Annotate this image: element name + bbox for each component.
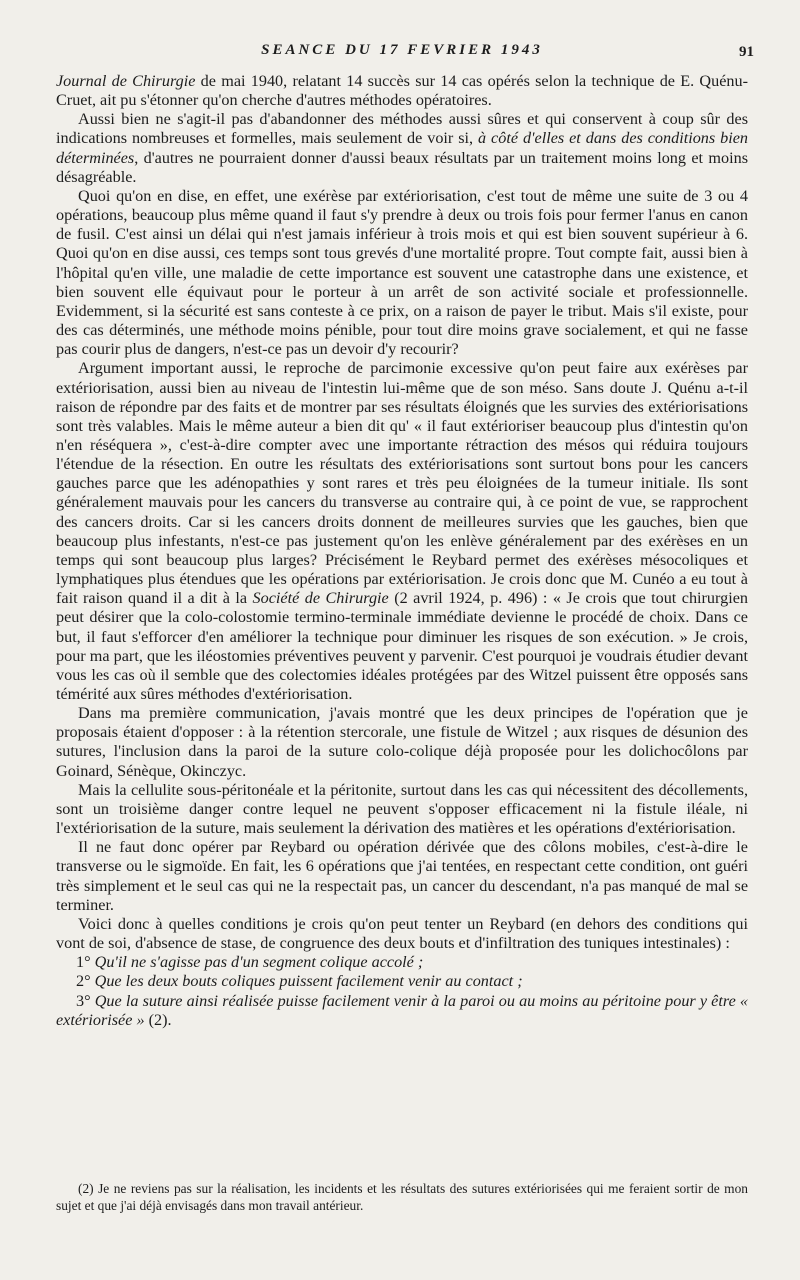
text-run: Dans ma première communication, j'avais montré que les deux principes de l'opération que je proposais étaient d'opposer : à la rétention stercorale, une fistule de Witzel ; aux risques de désunion des sutures, l'inclusion dans la paroi de la suture colo-colique déjà proposée pour les dolichocôlons par Goinard, Sénèque, Okinczyc.	[56, 704, 748, 780]
italic-text: Que la suture ainsi réalisée puisse facilement venir à la paroi ou au moins au péritoine pour y être « extériorisée »	[56, 991, 748, 1029]
paragraph	[56, 359, 748, 704]
text-run: 1°	[76, 953, 95, 972]
italic-text: à côté d'elles et dans des conditions bien déterminées	[56, 129, 748, 167]
text-run: Argument important aussi, le reproche de parcimonie excessive qu'on peut faire aux exérèses par extériorisation, aussi bien au niveau de l'intestin lui-même que de son méso. Sans doute J. Quénu a-t-il raison de répondre par des faits et de montrer par ses résultats éloignés que les survies des extériorisations sont très valables. Mais le même auteur a bien dit qu' « il faut extérioriser beaucoup plus d'intestin qu'on n'en réséquera », c'est-à-dire compter avec une importante rétraction des mésos qui réduira toujours l'étendue de la résection. En outre les résultats des extériorisations sont surtout bons pour les cancers gauches parce que les adénopathies y sont rares et très peu éloignées de la tumeur initiale. Ils sont généralement mauvais pour les cancers du transverse au contraire qui, à ce point de vue, se rapprochent des cancers droits. Car si les cancers droits donnent de meilleures survies que les gauches, bien que beaucoup plus infestants, n'est-ce pas justement qu'on les enlève généralement par des exérèses en un temps qui sont beaucoup plus larges? Précisément le Reybard permet des exérèses mésocoliques et lymphatiques plus étendues que les opérations par extériorisation. Je crois donc que M. Cunéo a eu tout à fait raison quand il a dit à la	[56, 359, 748, 608]
page	[56, 42, 754, 1030]
text-run: Il ne faut donc opérer par Reybard ou opération dérivée que des côlons mobiles, c'est-à-dire le transverse ou le sigmoïde. En fait, les 6 opérations que j'ai tentées, en respectant cette condition, ont guéri très simplement et le seul cas qui ne la respectait pas, un cancer du descendant, n'a pas manqué de mal se terminer.	[56, 838, 748, 914]
text-run: Quoi qu'on en dise, en effet, une exérèse par extériorisation, c'est tout de même une suite de 3 ou 4 opérations, beaucoup plus même quand il faut s'y prendre à deux ou trois fois pour fermer l'anus en canon de fusil. C'est ainsi un délai qui n'est jamais inférieur à trois mois et qui est bien souvent supérieur à 6. Quoi qu'on en dise aussi, ces temps sont tous grevés d'une mortalité propre. Tout compte fait, aussi bien à l'hôpital qu'en ville, une maladie de cette importance est souvent une catastrophe dans une existence, et bien souvent elle équivaut pour le porteur à un arrêt de son activité sociale et professionnelle. Evidemment, si la sécurité est sans conteste à ce prix, on a raison de payer le tribut. Mais s'il existe, pour des cas déterminés, une méthode moins pénible, pour tout dire moins grave socialement, et qui ne fasse pas courir plus de dangers, n'est-ce pas un devoir d'y recourir?	[56, 186, 748, 359]
paragraph	[56, 838, 748, 915]
list-item	[56, 992, 748, 1030]
paragraph	[56, 915, 748, 953]
text-run: , d'autres ne pourraient donner d'aussi beaux résultats par un traitement moins long et moins désagréable.	[56, 148, 748, 186]
text-run: Mais la cellulite sous-péritonéale et la péritonite, surtout dans les cas qui nécessitent des décollements, sont un troisième danger contre lequel ne peuvent s'opposer efficacement ni la fistule iléale, ni l'extériorisation de la suture, mais seulement la dérivation des matières et les opérations d'extériorisation.	[56, 780, 748, 838]
italic-text: Qu'il ne s'agisse pas d'un segment colique accolé ;	[94, 953, 424, 972]
italic-text: Que les deux bouts coliques puissent facilement venir au contact ;	[94, 972, 523, 991]
text-run: 2°	[76, 972, 95, 991]
text-run: (2 avril 1924, p. 496) : « Je crois que tout chirurgien peut désirer que la colo-colostomie termino-terminale immédiate devienne le procédé de choix. Dans ce but, il faut s'efforcer d'en améliorer la technique pour diminuer les risques de son exécution. » Je crois, pour ma part, que les iléostomies préventives peuvent y parvenir. C'est pourquoi je voudrais étudier devant vous les cas où il semble que des colectomies idéales protégées par des Witzel puissent être opposés sans témérité aux sûres méthodes d'extériorisation.	[56, 589, 748, 703]
text-run: Aussi bien ne s'agit-il pas d'abandonner des méthodes aussi sûres et qui conservent à coup sûr des indications nombreuses et formelles, mais seulement de voir si,	[56, 110, 748, 148]
italic-text: Société de Chirurgie	[252, 589, 389, 608]
paragraph	[56, 781, 748, 838]
text-run: Voici donc à quelles conditions je crois qu'on peut tenter un Reybard (en dehors des conditions qui vont de soi, d'absence de stase, de congruence des deux bouts et d'infiltration des tuniques intestinales) :	[56, 914, 748, 953]
article-body	[56, 72, 748, 1030]
text-run: de mai 1940, relatant 14 succès sur 14 cas opérés selon la technique de E. Quénu-Cruet, ait pu s'étonner qu'on cherche d'autres méthodes opératoires.	[56, 72, 748, 110]
list-item	[56, 972, 748, 991]
paragraph	[56, 72, 748, 110]
italic-text: Journal de Chirurgie	[56, 72, 196, 90]
running-header	[56, 42, 754, 72]
paragraph	[56, 704, 748, 781]
header-title: SEANCE DU 17 FEVRIER 1943	[261, 42, 543, 58]
footnote: (2) Je ne reviens pas sur la réalisation, les incidents et les résultats des sutures extériorisées qui me feraient sortir de mon sujet et que j'ai déjà envisagés dans mon travail antérieur.	[56, 1181, 748, 1213]
paragraph	[56, 187, 748, 359]
list-item	[56, 953, 748, 972]
page-number: 91	[739, 44, 754, 60]
text-run: (2).	[144, 1010, 172, 1029]
text-run: 3°	[76, 991, 95, 1010]
paragraph	[56, 110, 748, 187]
